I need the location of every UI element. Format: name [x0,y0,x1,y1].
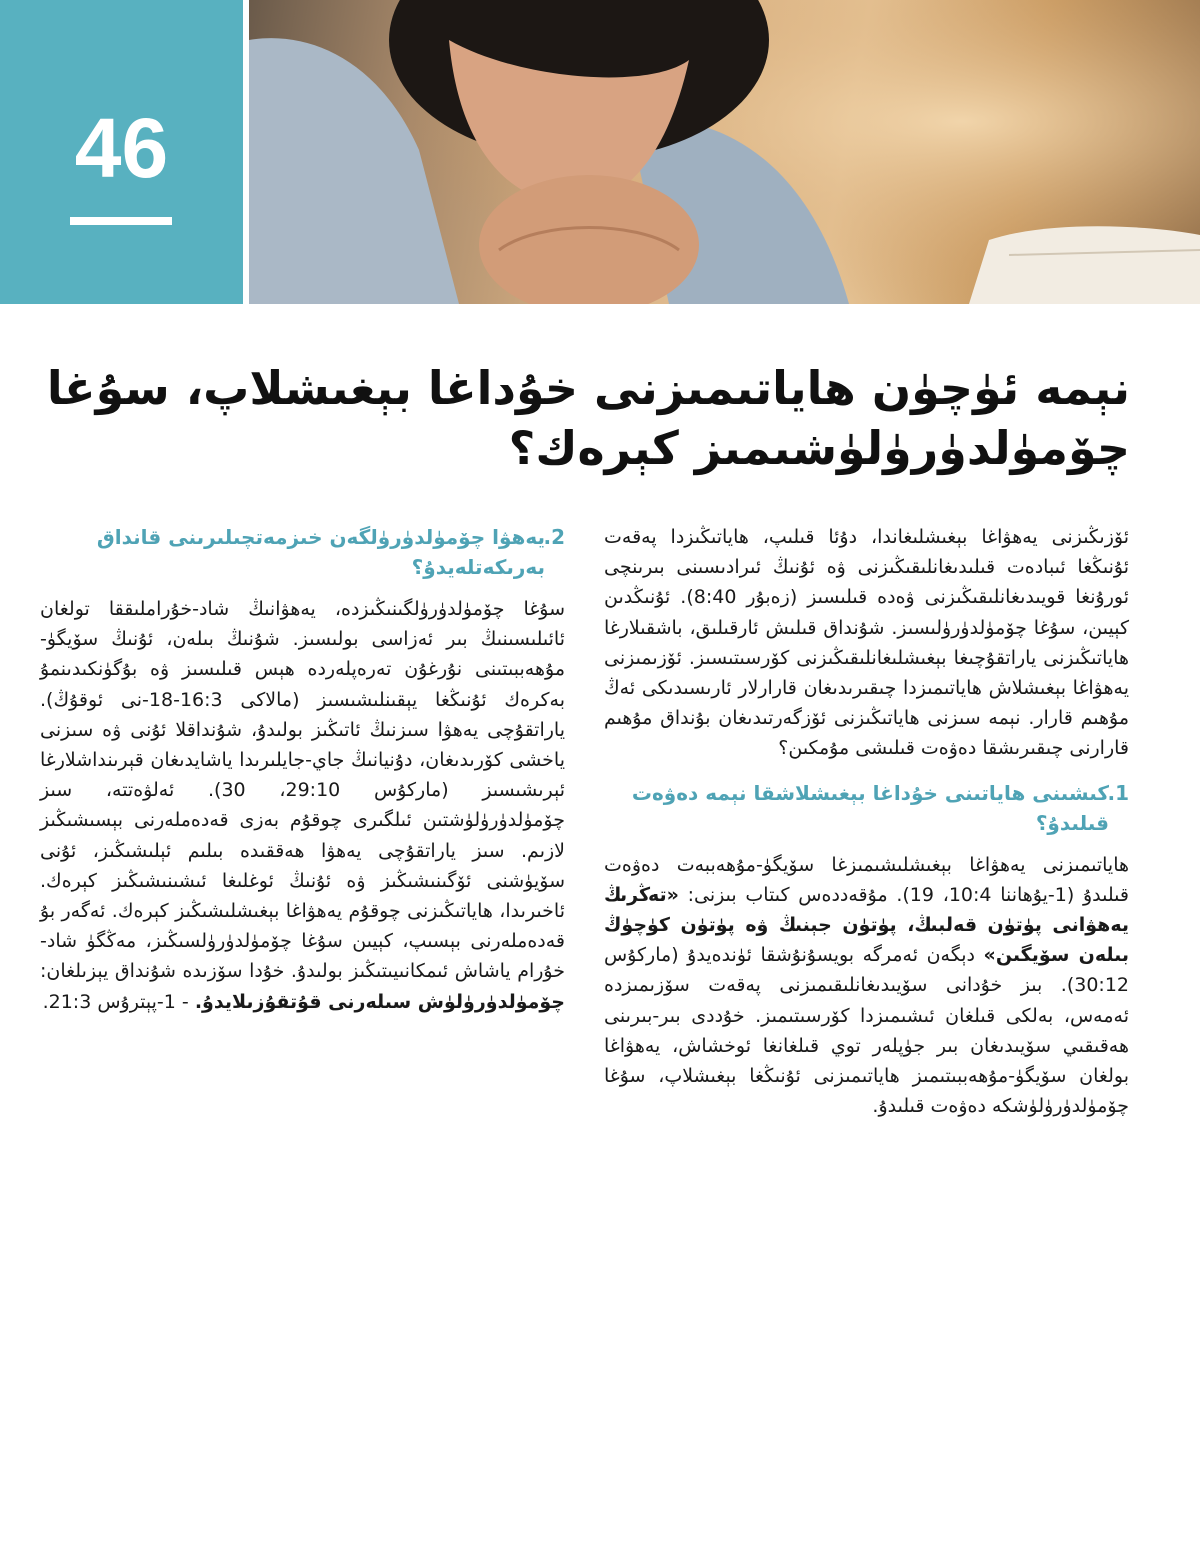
section-2-text-before: سۇغا چۆمۈلدۈرۈلگىنىڭىزدە، يەھۋانىڭ شاد-خۇراملىققا تولغان ئائىلىسىنىڭ بىر ئەزاسى بولىسىز. شۇنىڭ بىلەن، ئۇنىڭ سۆيگۈ-مۇھەببىتىنى نۇرغۇن تەرەپلەردە ھېس قىلىسىز ۋە بۇگۈنكىدىنمۇ بەكرەك ئۇنىڭغا يېقىنلىشىسىز (مالاكى 16:3-18-نى ئوقۇڭ). ياراتقۇچى يەھۋا سىزنىڭ ئاتىڭىز بولىدۇ، شۇنداقلا ئۇنى ۋە سىزنى ياخشى كۆرىدىغان، دۇنيانىڭ جاي-جايلىرىدا ياشايدىغان قېرىنداشلارغا ئېرىشىسىز (ماركۇس 29:10، 30). ئەلۋەتتە، سىز چۆمۈلدۈرۈلۈشتىن ئىلگىرى چوقۇم بەزى قەدەملەرنى بېسىشىڭىز لازىم. سىز ياراتقۇچى يەھۋا ھەققىدە بىلىم ئېلىشىڭىز، ئۇنى سۆيۈشنى ئۆگىنىشىڭىز ۋە ئۇنىڭ ئوغلىغا ئىشىنىشىڭىز كېرەك. ئاخىرىدا، ھاياتىڭىزنى چوقۇم يەھۋاغا بېغىشلىشىڭىز كېرەك. ئەگەر بۇ قەدەملەرنى بېسىپ، كېيىن سۇغا چۆمۈلدۈرۈلسىڭىز، مەڭگۈ شاد-خۇرام ياشاش ئىمكانىيىتىڭىز بولىدۇ. خۇدا سۆزىدە شۇنداق يېزىلغان: [40,598,566,983]
intro-paragraph: ئۆزىڭىزنى يەھۋاغا بېغىشلىغاندا، دۇئا قىلىپ، ھاياتىڭىزدا پەقەت ئۇنىڭغا ئىبادەت قىلىدىغانلىقىڭىزنى ۋە ئۇنىڭ ئىرادىسىنى بىرىنچى ئورۇنغا قويىدىغانلىقىڭىزنى ۋەدە قىلىسىز (زەبۇر 8:40). ئۇنىڭدىن كېيىن، سۇغا چۆمۈلدۈرۈلىسىز. شۇنداق قىلىش ئارقىلىق، باشقىلارغا ھاياتىڭىزنى ياراتقۇچىغا بېغىشلىغانلىقىڭىزنى كۆرسىتىسىز. ئۆزىمىزنى يەھۋاغا بېغىشلاش ھاياتىمىزدا چىقىرىدىغان قارارلار ئارىسىدىكى ئەڭ مۇھىم قارار. نېمە سىزنى ھاياتىڭىزنى ئۆزگەرتىدىغان بۇنداق مۇھىم قارارنى چىقىرىشقا دەۋەت قىلىشى مۇمكىن؟ [604,526,1129,760]
section-2-paragraph [40,594,565,1017]
praying-man-photo [249,0,1200,304]
section-2-heading [40,522,565,582]
lesson-underline [70,217,172,225]
section-1-text-after: دېگەن ئەمرگە بويسۇنۇشقا ئۈندەيدۇ (ماركۇس 30:12). بىز خۇدانى سۆيىدىغانلىقىمىزنى پەقەت سۆزىمىزدە ئەمەس، بەلكى قىلغان ئىشىمىزدا كۆرسىتىمىز. خۇددى بىر-بىرىنى ھەقىقىي سۆيىدىغان بىر جۈپلەر توي قىلغانغا ئوخشاش، يەھۋاغا بولغان سۆيگۈ-مۇھەببىتىمىز ھاياتىمىزنى ئۇنىڭغا بېغىشلاپ، سۇغا چۆمۈلدۈرۈلۈشكە دەۋەت قىلىدۇ. [604,944,1129,1118]
section-2-heading-text: يەھۋا چۆمۈلدۈرۈلگەن خىزمەتچىلىرىنى قانداق بەرىكەتلەيدۇ؟ [96,525,545,579]
section-2-text-after: - 1-پېترۇس 21:3. [42,990,195,1013]
section-2-number: 2. [543,525,565,549]
section-2-quote: چۆمۈلدۈرۈلۈش سىلەرنى قۇتقۇزىلايدۇ. [194,990,565,1013]
section-1-number: 1. [1107,780,1129,805]
section-1-heading-text: كىشىنى ھاياتىنى خۇداغا بېغىشلاشقا نېمە دەۋەت قىلىدۇ؟ [631,780,1109,835]
section-1-quote: «تەڭرىڭ يەھۋانى پۈتۈن قەلبىڭ، پۈتۈن جېنىڭ ۋە پۈتۈن كۈچۈڭ بىلەن سۆيگىن» [604,883,1129,967]
section-1-heading [604,778,1129,838]
header [0,0,1200,304]
lesson-number: 46 [74,101,169,195]
page-title: نېمە ئۈچۈن ھاياتىمىزنى خۇداغا بېغىشلاپ، سۇغا چۆمۈلدۈرۈلۈشىمىز كېرەك؟ [46,361,1130,475]
section-1-text-before: ھاياتىمىزنى يەھۋاغا بېغىشلىشىمىزغا سۆيگۈ-مۇھەببەت دەۋەت قىلىدۇ (1-يۇھاننا 10:4، 19). مۇقەددەس كىتاب بىزنى: [604,853,1129,906]
section-1-paragraph [604,850,1129,1122]
left-column [40,522,565,1031]
right-column [604,522,1129,1135]
lesson-badge [0,0,243,304]
